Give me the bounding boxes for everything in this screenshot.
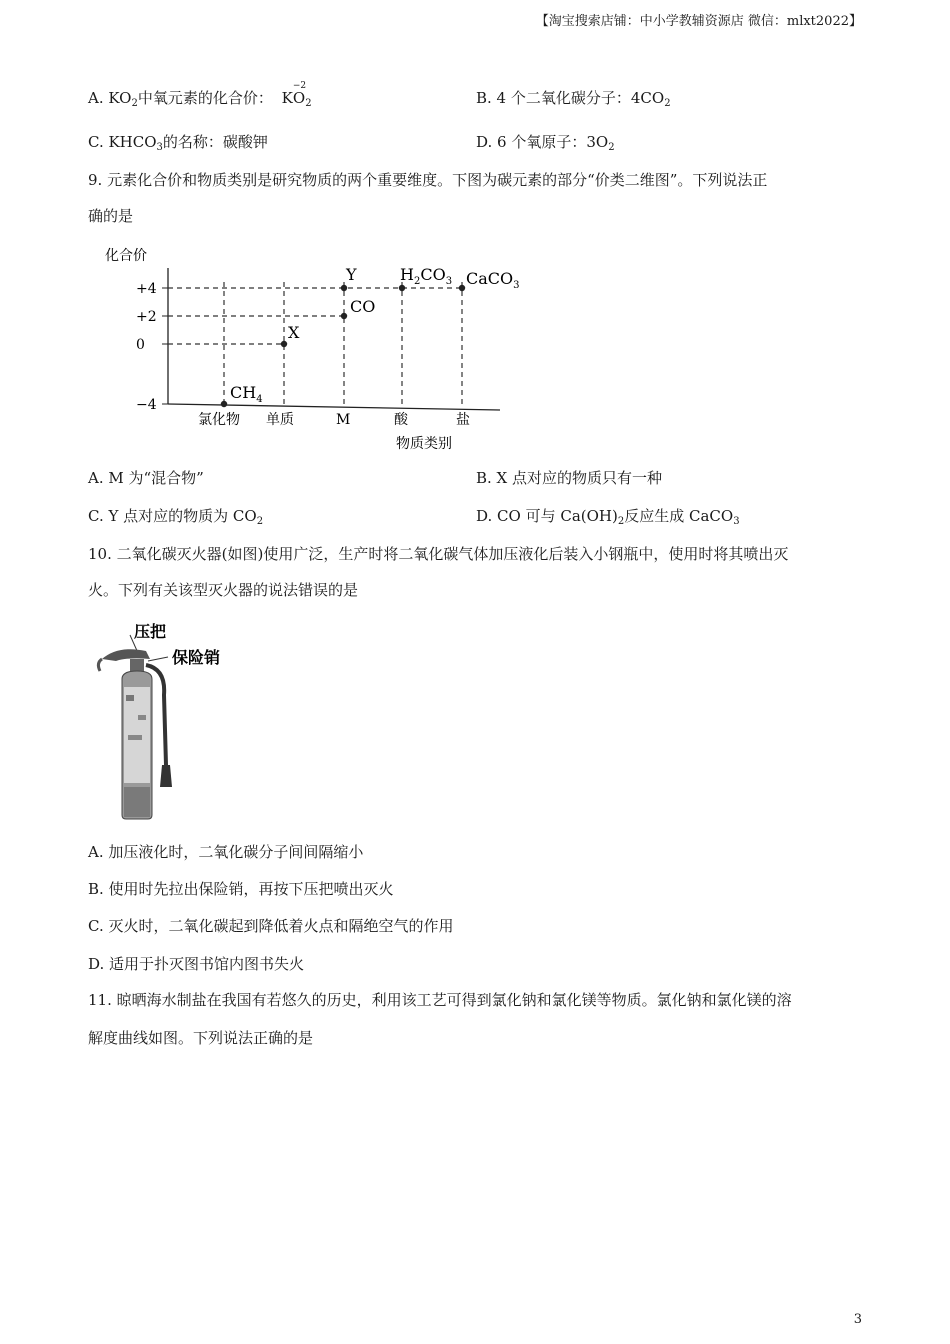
- q8-option-d: [476, 132, 615, 158]
- q8-b-sub: 2: [664, 98, 671, 109]
- q8-option-c: [88, 132, 268, 158]
- chart-gridlines: [168, 282, 462, 404]
- q9-option-c: [88, 506, 263, 532]
- label-pin: 保险销: [172, 648, 221, 667]
- valence-value: −2: [292, 81, 307, 91]
- valence-k: K: [281, 89, 293, 107]
- data-point: [281, 341, 287, 347]
- q8-b-text: B. 4 个二氧化碳分子：4CO: [476, 89, 665, 107]
- q11-stem-line2: 解度曲线如图。下列说法正确的是: [88, 1029, 314, 1047]
- x-tick-label: 氯化物: [198, 412, 240, 428]
- fire-extinguisher-icon: [98, 635, 172, 819]
- q10-option-a: A. 加压液化时，二氧化碳分子间间隔缩小: [88, 843, 364, 861]
- data-point: [459, 285, 465, 291]
- label-handle: 压把: [134, 622, 167, 641]
- point-label: $H_2CO_3$: [400, 265, 453, 287]
- data-point: [399, 285, 405, 291]
- chart-xlabel: 物质类别: [396, 436, 452, 452]
- q8-a-sub: 2: [131, 98, 138, 109]
- q8-d-text: D. 6 个氧原子：3O: [476, 133, 609, 151]
- q11-stem-line1: 11. 晾晒海水制盐在我国有若悠久的历史，利用该工艺可得到氯化钠和氯化镁等物质。氯化钠和氯化镁的溶: [88, 991, 792, 1009]
- q9-d-text: D. CO 可与 Ca(OH): [476, 507, 618, 525]
- q9-option-b: B. X 点对应的物质只有一种: [476, 469, 663, 487]
- chart-x-ticks: [198, 411, 470, 428]
- q10-stem-line1: 10. 二氧化碳灭火器(如图)使用广泛，生产时将二氧化碳气体加压液化后装入小钢瓶中，使用时将其喷出灭: [88, 545, 789, 563]
- q9-d-mid: 反应生成 CaCO: [624, 507, 734, 525]
- q9-c-text: C. Y 点对应的物质为 CO: [88, 507, 257, 525]
- fire-extinguisher-figure: [90, 615, 260, 825]
- x-tick-label: 单质: [266, 412, 294, 428]
- y-tick-label: −4: [136, 397, 157, 413]
- chart-y-ticks: [136, 281, 168, 413]
- q9-c-sub: 2: [256, 516, 264, 527]
- page-number: 3: [853, 1312, 862, 1327]
- data-point: [221, 401, 227, 407]
- q8-option-a: [88, 81, 312, 114]
- data-point: [341, 285, 347, 291]
- x-tick-label: M: [336, 412, 351, 428]
- valence-class-chart: [100, 238, 540, 460]
- q8-a-mid: 中氧元素的化合价：: [137, 89, 273, 107]
- y-tick-label: 0: [136, 337, 145, 353]
- q10-option-d: D. 适用于扑灭图书馆内图书失火: [88, 955, 305, 973]
- q10-option-b: B. 使用时先拉出保险销，再按下压把喷出灭火: [88, 880, 394, 898]
- point-label: CO: [350, 297, 376, 316]
- chart-points: [221, 265, 520, 407]
- q9-option-d: [476, 506, 740, 532]
- q10-option-c: C. 灭火时，二氧化碳起到降低着火点和隔绝空气的作用: [88, 917, 454, 935]
- q9-d-sub2: 3: [733, 516, 740, 527]
- valence-o: O: [292, 89, 306, 107]
- valence-formula: [281, 81, 312, 114]
- q8-c-text: C. KHCO: [88, 133, 157, 151]
- q8-d-sub: 2: [608, 142, 615, 153]
- q9-option-a: A. M 为“混合物”: [88, 469, 204, 487]
- data-point: [341, 313, 347, 319]
- q8-c-sub: 3: [156, 142, 163, 153]
- x-tick-label: 盐: [456, 412, 470, 428]
- point-label: Y: [346, 265, 357, 284]
- q10-stem-line2: 火。下列有关该型灭火器的说法错误的是: [88, 581, 359, 599]
- x-tick-label: 酸: [394, 412, 408, 428]
- q8-a-text: A. KO: [88, 89, 132, 107]
- q9-stem-line1: 9. 元素化合价和物质类别是研究物质的两个重要维度。下图为碳元素的部分“价类二维图”。下列说法正: [88, 171, 768, 189]
- q8-option-b: [476, 88, 671, 114]
- chart-ylabel: 化合价: [105, 248, 147, 264]
- point-label: CaCO$_3$: [466, 269, 520, 291]
- q8-c-post: 的名称：碳酸钾: [162, 133, 268, 151]
- chart-x-axis: [168, 404, 500, 410]
- point-label: X: [288, 323, 300, 342]
- q9-stem-line2: 确的是: [88, 207, 134, 225]
- y-tick-label: +4: [136, 281, 157, 297]
- y-tick-label: +2: [136, 309, 157, 325]
- valence-sub: 2: [305, 98, 312, 109]
- q9-d-sub: 2: [617, 516, 625, 527]
- page-header: 【淘宝搜索店铺：中小学教辅资源店 微信：mlxt2022】: [535, 14, 862, 29]
- point-label: $CH_4$: [230, 383, 263, 405]
